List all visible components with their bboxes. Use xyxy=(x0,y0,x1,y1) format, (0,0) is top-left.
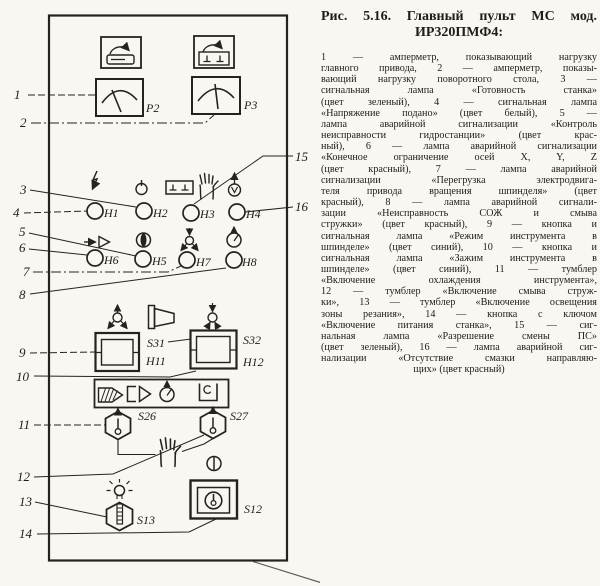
caption-line: неисправности гидростанции» (цвет крас- xyxy=(321,130,597,142)
scan-artifact-line xyxy=(253,562,320,584)
main-drive-rotation-icon xyxy=(101,37,141,68)
caption-line: шпинделе» (цвет синий), 11 — тумблер xyxy=(321,263,597,275)
callout-13 xyxy=(19,494,107,517)
svg-text:15: 15 xyxy=(295,149,308,164)
callout-9 xyxy=(19,345,95,360)
svg-text:9: 9 xyxy=(19,345,26,360)
lamp-h7 xyxy=(179,252,212,269)
button-h12 xyxy=(191,331,264,370)
caption-line: «Включение охлаждения инструмента», xyxy=(321,275,597,287)
lamp-h6 xyxy=(87,250,119,267)
caption-line: вающий нагрузку поворотного стола, 3 — xyxy=(321,74,597,86)
contrast-circle-icon xyxy=(137,233,151,247)
caption-line: «Напряжение подано» (цвет белый), 5 — xyxy=(321,107,597,119)
svg-text:5: 5 xyxy=(19,224,26,239)
svg-text:2: 2 xyxy=(20,115,27,130)
lamp-h1 xyxy=(87,203,119,220)
lamp-h4 xyxy=(229,204,261,221)
button-h11-label: H11 xyxy=(146,354,166,368)
chip-flush-icon xyxy=(99,388,123,402)
lamp-h1-label: H1 xyxy=(104,206,119,220)
lamp-h6-label: H6 xyxy=(104,253,119,267)
caption-line: зоны резания», 14 — кнопка с ключом xyxy=(321,308,597,320)
svg-text:10: 10 xyxy=(16,369,29,384)
voltage-lightning-icon xyxy=(93,171,98,189)
caption-line: стружки» (цвет красный), 9 — кнопка и xyxy=(321,219,597,231)
caption-line: шпинделе» (цвет синий), 10 — кнопка и xyxy=(321,241,597,253)
svg-text:6: 6 xyxy=(19,240,26,255)
tool-clamp-icon xyxy=(207,303,219,329)
tool-cone-icon xyxy=(149,306,175,329)
function-icon-strip xyxy=(95,380,229,408)
lamp-h2-label: H2 xyxy=(153,206,168,220)
figure-text-column xyxy=(321,9,597,376)
lamp-h8-label: H8 xyxy=(242,255,257,269)
caption-line: сигнальная лампа «Готовность станка» xyxy=(321,85,597,97)
callout-11 xyxy=(18,417,105,432)
caption-line: (цвет зеленый), 4 — сигнальная лампа xyxy=(321,96,597,108)
caption-line: нализации «Отсутствие смазки направляю- xyxy=(321,353,597,365)
key-button-s12-label: S12 xyxy=(244,502,262,516)
caption-line: «Конечное ограничение осей X, Y, Z xyxy=(321,152,597,164)
half-circle-icon xyxy=(207,457,221,471)
coolant-nozzle-icon xyxy=(128,387,151,402)
connector-line xyxy=(182,439,213,452)
caption-line: ки», 13 — тумблер «Включение освещения xyxy=(321,297,597,309)
callout-1 xyxy=(14,87,96,102)
connector-line xyxy=(118,440,156,455)
caption-line: (цвет красный), 7 — лампа аварийной xyxy=(321,163,597,175)
caption-line: 12 — тумблер «Включение смыва струж- xyxy=(321,286,597,298)
caption-line: нальная лампа «Разрешение смены ПС» xyxy=(321,330,597,342)
callout-15 xyxy=(194,149,309,204)
figure-title-line-1: Рис. 5.16. Главный пульт МС мод. xyxy=(321,9,597,24)
svg-text:11: 11 xyxy=(18,417,31,432)
callout-5 xyxy=(19,224,136,256)
toggle-s26-label: S26 xyxy=(138,409,156,423)
t-slot-table-icon xyxy=(166,181,193,194)
lamp-h2 xyxy=(136,203,168,220)
lamp-h8 xyxy=(226,252,257,269)
coolant-tank-icon xyxy=(200,384,218,401)
ammeter-p3-label: P3 xyxy=(244,98,258,112)
ammeter-p2-label: P2 xyxy=(146,101,160,115)
caption-line: щих» (цвет красный) xyxy=(413,364,505,376)
callout-6 xyxy=(19,240,87,255)
pressure-gauge-icon xyxy=(227,227,241,247)
caption-line: сигнализации «Перегрузка электродвига- xyxy=(321,174,597,186)
callout-3 xyxy=(19,182,136,207)
key-button-s12 xyxy=(191,481,263,519)
toggle-s27-label: S27 xyxy=(230,409,248,423)
lamp-h5-label: H5 xyxy=(152,254,167,268)
svg-text:13: 13 xyxy=(19,494,32,509)
svg-text:3: 3 xyxy=(20,182,27,197)
caption-line: теля привода вращения шпинделя» (цвет xyxy=(321,185,597,197)
lamp-h7-label: H7 xyxy=(196,255,211,269)
button-h12-label: H12 xyxy=(243,355,264,369)
caption-line: лампа аварийной сигнализации «Контроль xyxy=(321,118,597,130)
lamp-h3-label: H3 xyxy=(200,207,215,221)
lamp-rays-icon xyxy=(107,479,133,499)
needle xyxy=(112,90,121,112)
svg-text:1: 1 xyxy=(14,87,21,102)
button-s32-label: S32 xyxy=(243,333,261,347)
lamp-h3 xyxy=(183,205,215,221)
lamp-h5 xyxy=(135,251,167,268)
ammeter-p2 xyxy=(96,79,159,116)
pressure-gauge-icon xyxy=(160,381,174,402)
lamp-h4-label: H4 xyxy=(246,207,261,221)
caption-line: главного привода, 2 — амперметр, показы- xyxy=(321,63,597,75)
svg-text:8: 8 xyxy=(19,287,26,302)
svg-text:16: 16 xyxy=(295,199,308,214)
clock-icon xyxy=(229,173,241,196)
toggle-s13 xyxy=(107,479,156,531)
tool-release-icon xyxy=(108,305,127,329)
caption-line: красный), 8 — лампа аварийной сигнали- xyxy=(321,197,597,209)
s31-leader-line xyxy=(168,339,191,342)
figure-title-line-2: ИР320ПМФ4: xyxy=(414,25,504,40)
power-on-icon xyxy=(136,180,147,195)
svg-text:14: 14 xyxy=(19,526,32,541)
figure-caption xyxy=(321,52,597,376)
hand-icon xyxy=(200,174,218,200)
ammeter-p3 xyxy=(192,77,257,114)
caption-line: ный), 6 — лампа аварийной сигнализации xyxy=(321,141,597,153)
caption-line: зации «Неисправность СОЖ и смыва xyxy=(321,208,597,220)
svg-text:12: 12 xyxy=(17,469,30,484)
toggle-s26 xyxy=(106,409,157,440)
svg-text:7: 7 xyxy=(23,264,30,279)
toggle-s13-label: S13 xyxy=(137,513,155,527)
rotary-table-rotation-icon xyxy=(194,36,234,68)
caption-line: сигнальная лампа «Зажим инструмента в xyxy=(321,252,597,264)
caption-line: (цвет зеленый), 16 — лампа аварийной сиг- xyxy=(321,342,597,354)
caption-line: 1 — амперметр, показывающий нагрузку xyxy=(321,52,597,63)
caption-line: «Включение питания станка», 15 — сиг- xyxy=(321,319,597,331)
svg-text:4: 4 xyxy=(13,205,20,220)
toggle-s27 xyxy=(201,407,250,439)
button-s31-label: S31 xyxy=(147,336,165,350)
caption-line: сигнальная лампа «Режим инструмента в xyxy=(321,230,597,242)
tool-release-icon xyxy=(181,228,198,251)
needle xyxy=(215,84,218,109)
